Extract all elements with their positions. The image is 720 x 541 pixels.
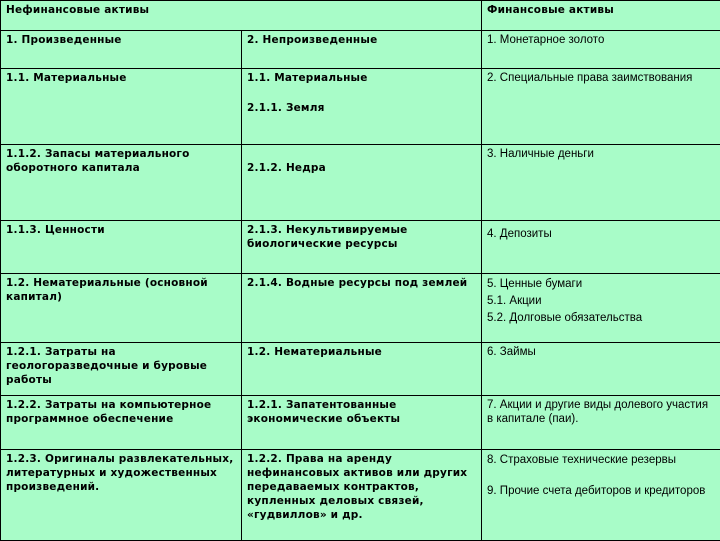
cell-originals: 1.2.3. Оригиналы развлекательных, литературных и художественных произведений. [1, 450, 242, 541]
table-row [1, 69, 720, 145]
cell-tangible-nonproduced [242, 69, 482, 145]
cell-insurance-label: 8. Страховые технические резервы [487, 452, 715, 469]
cell-inventories: 1.1.2. Запасы материального оборотного капитала [1, 145, 242, 221]
cell-securities [482, 274, 720, 343]
cell-insurance-other [482, 450, 720, 541]
table-row [1, 343, 720, 396]
header-row [1, 1, 720, 31]
cell-cash: 3. Наличные деньги [482, 145, 720, 221]
cell-exploration: 1.2.1. Затраты на геологоразведочные и буровые работы [1, 343, 242, 396]
cell-produced: 1. Произведенные [1, 31, 242, 69]
cell-software: 1.2.2. Затраты на компьютерное программное обеспечение [1, 396, 242, 450]
table-row [1, 396, 720, 450]
cell-water-resources: 2.1.4. Водные ресурсы под землей [242, 274, 482, 343]
cell-monetary-gold: 1. Монетарное золото [482, 31, 720, 69]
header-nonfinancial: Нефинансовые активы [1, 1, 482, 31]
cell-deposits: 4. Депозиты [482, 221, 720, 274]
cell-land-label: 2.1.1. Земля [247, 101, 476, 115]
cell-intangible-nonproduced: 1.2. Нематериальные [242, 343, 482, 396]
table-row [1, 145, 720, 221]
cell-equity: 7. Акции и другие виды долевого участия в капитале (паи). [482, 396, 720, 450]
table-row [1, 274, 720, 343]
cell-tangible-nonproduced-label: 1.1. Материальные [247, 71, 476, 85]
cell-intangible-fixed: 1.2. Нематериальные (основной капитал) [1, 274, 242, 343]
cell-subsoil: 2.1.2. Недра [242, 145, 482, 221]
cell-tangible-produced: 1.1. Материальные [1, 69, 242, 145]
cell-leases: 1.2.2. Права на аренду нефинансовых активов или других передаваемых контрактов, купленных деловых связей, «гудвиллов» и др. [242, 450, 482, 541]
cell-patented-entities: 1.2.1. Запатентованные экономические объекты [242, 396, 482, 450]
table-row [1, 31, 720, 69]
cell-valuables: 1.1.3. Ценности [1, 221, 242, 274]
cell-loans: 6. Займы [482, 343, 720, 396]
cell-securities-label: 5. Ценные бумаги [487, 276, 715, 293]
cell-sdr: 2. Специальные права заимствования [482, 69, 720, 145]
cell-debt-label: 5.2. Долговые обязательства [487, 310, 715, 327]
cell-other-accounts-label: 9. Прочие счета дебиторов и кредиторов [487, 483, 715, 500]
table-row [1, 221, 720, 274]
cell-nonproduced: 2. Непроизведенные [242, 31, 482, 69]
header-financial: Финансовые активы [482, 1, 720, 31]
cell-shares-label: 5.1. Акции [487, 293, 715, 310]
cell-noncultivated-bio: 2.1.3. Некультивируемые биологические ресурсы [242, 221, 482, 274]
table-row [1, 450, 720, 541]
